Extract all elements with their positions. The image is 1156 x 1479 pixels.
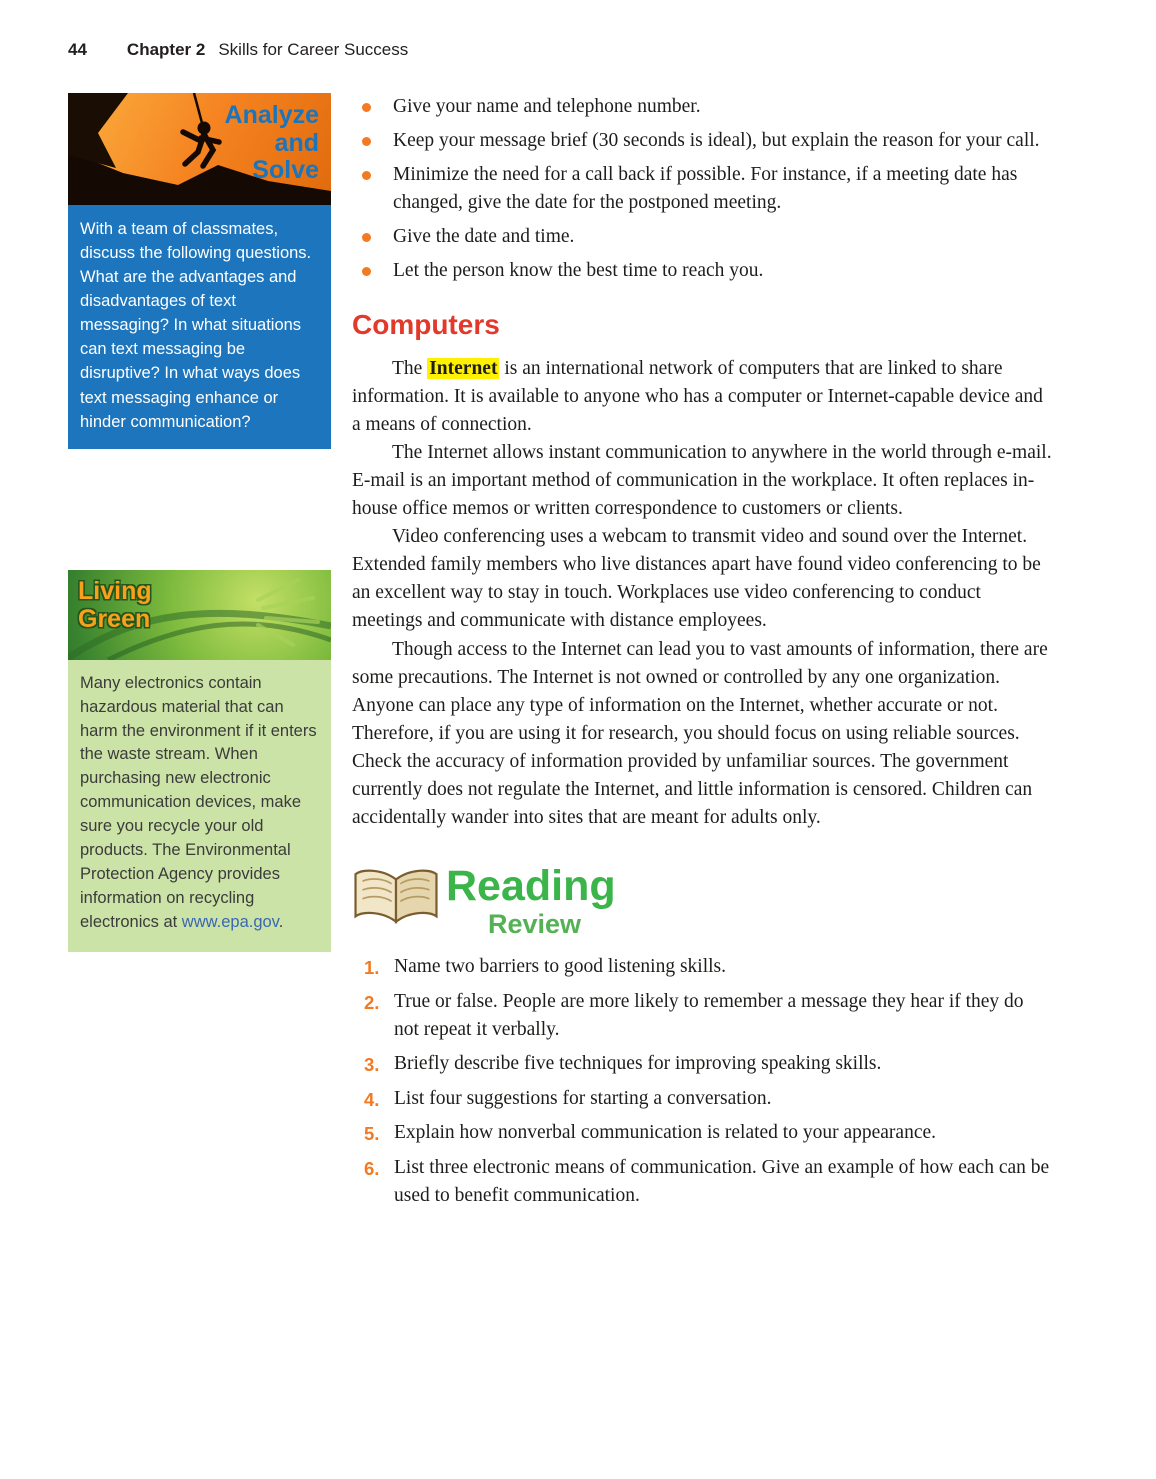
- plant-photo: [68, 570, 331, 660]
- paragraph-text: The: [392, 357, 428, 379]
- question-number: 2.: [364, 991, 380, 1013]
- highlighted-term: Internet: [429, 357, 498, 379]
- bullet-icon: [362, 137, 371, 146]
- list-item: [352, 127, 1052, 155]
- open-book-icon: [352, 865, 446, 938]
- reading-review-title: Reading: [446, 862, 616, 911]
- question-number: 5.: [364, 1123, 380, 1145]
- living-green-title-line: Green: [78, 604, 151, 633]
- question-number: 4.: [364, 1088, 380, 1110]
- question-number: 6.: [364, 1157, 380, 1179]
- paragraph: Though access to the Internet can lead you to vast amounts of information, there are some precautions. The Internet is not owned or controlled by any one organization. Anyone can place any type of information on the Internet, whether accurate or not. Therefore, if you are using it for research, you should focus on using reliable sources. Check the accuracy of information provided by unfamiliar sources. The government currently does not regulate the Internet, and little information is censored. Children can accidentally wander into sites that are meant for adults only.: [352, 638, 1048, 829]
- paragraph: The Internet allows instant communication to anywhere in the world through e-mail. E-mail is an important method of communication in the workplace. It often replaces in-house office memos or written correspondence to customers or clients.: [352, 442, 1052, 520]
- bullet-text: Minimize the need for a call back if possible. For instance, if a meeting date has changed, give the date for the postponed meeting.: [393, 164, 1018, 214]
- analyze-title-line: Analyze: [224, 101, 319, 129]
- paragraph: [352, 355, 1052, 439]
- analyze-title-line: Solve: [252, 156, 319, 184]
- question-text: List four suggestions for starting a conversation.: [394, 1087, 772, 1109]
- chapter-label: Chapter 2: [126, 40, 206, 59]
- list-item: [352, 93, 1052, 121]
- reading-review-banner: [352, 862, 1052, 940]
- list-item: [352, 257, 1052, 285]
- living-green-box: [68, 570, 331, 952]
- question-text: Briefly describe five techniques for improving speaking skills.: [394, 1052, 882, 1074]
- living-green-body-text: Many electronics contain hazardous material that can harm the environment if it enters the waste stream. When purchasing new electronic communication devices, make sure you recycle your old products. The Environmental Protection Agency provides information on recycling electronics at: [80, 673, 317, 931]
- question-item: [364, 953, 1052, 982]
- bullet-icon: [362, 233, 371, 242]
- bullet-text: Keep your message brief (30 seconds is ideal), but explain the reason for your call.: [393, 130, 1040, 152]
- question-text: Name two barriers to good listening skills.: [394, 956, 726, 978]
- chapter-title: Skills for Career Success: [218, 40, 409, 59]
- paragraph: Video conferencing uses a webcam to transmit video and sound over the Internet. Extended family members who live distances apart have found video conferencing to be an excellent way to stay in touch. Workplaces use video conferencing to conduct meetings and communicate with distance employees.: [352, 526, 1041, 632]
- computers-section-heading: Computers: [352, 309, 500, 341]
- question-item: [364, 1085, 1052, 1114]
- question-item: [364, 1119, 1052, 1148]
- question-item: [364, 1154, 1052, 1210]
- question-number: 1.: [364, 957, 380, 979]
- bullet-icon: [362, 103, 371, 112]
- page-columns: [68, 93, 1052, 1216]
- living-green-title-line: Living: [78, 576, 152, 605]
- page-header: [68, 40, 408, 60]
- rock-climber-photo: [68, 93, 331, 205]
- bullet-icon: [362, 171, 371, 180]
- main-content: [352, 93, 1052, 1216]
- analyze-and-solve-box: [68, 93, 331, 449]
- bullet-text: Give your name and telephone number.: [393, 96, 701, 117]
- bullet-text: Let the person know the best time to reach you.: [393, 260, 764, 282]
- question-number: 3.: [364, 1053, 380, 1075]
- reading-review-subtitle: Review: [488, 909, 582, 940]
- list-item: [352, 223, 1052, 251]
- question-item: [364, 1050, 1052, 1079]
- question-text: True or false. People are more likely to remember a message they hear if they do not repeat it verbally.: [394, 990, 1024, 1040]
- analyze-title-line: and: [274, 128, 319, 157]
- analyze-and-solve-text: With a team of classmates, discuss the following questions. What are the advantages and disadvantages of text messaging? In what situations can text messaging be disruptive? In what ways does text messaging enhance or hinder communication?: [68, 205, 331, 449]
- analyze-and-solve-title: [225, 102, 319, 185]
- epa-link[interactable]: www.epa.gov: [181, 912, 279, 931]
- question-text: List three electronic means of communication. Give an example of how each can be used to benefit communication.: [394, 1156, 1050, 1206]
- list-item: [352, 161, 1052, 217]
- living-green-text: [68, 660, 331, 952]
- sidebar: [68, 93, 331, 1216]
- reading-review-titles: [446, 862, 616, 940]
- question-text: Explain how nonverbal communication is related to your appearance.: [394, 1122, 937, 1144]
- review-questions-list: [352, 953, 1052, 1210]
- paragraph-text: is an international network of computers that are linked to share information. It is available to anyone who has a computer or Internet-capable device and a means of connection.: [352, 357, 1043, 435]
- living-green-title: [78, 577, 152, 633]
- living-green-period: .: [278, 912, 284, 931]
- page-number: 44: [68, 40, 87, 59]
- phone-tips-bullet-list: [352, 93, 1052, 285]
- question-item: [364, 988, 1052, 1044]
- bullet-text: Give the date and time.: [393, 226, 575, 248]
- bullet-icon: [362, 267, 371, 276]
